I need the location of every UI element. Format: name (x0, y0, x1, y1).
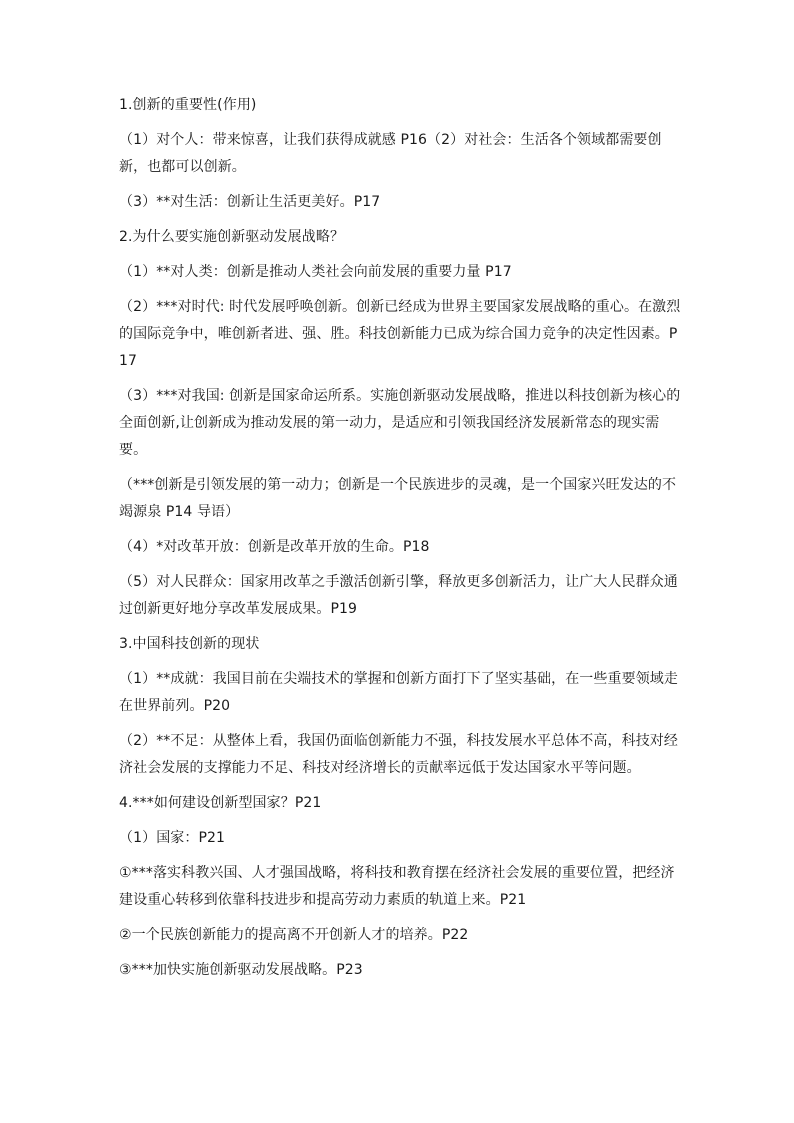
paragraph: （***创新是引领发展的第一动力；创新是一个民族进步的灵魂，是一个国家兴旺发达的不竭源泉 P14 导语） (119, 477, 677, 520)
section-heading-4: 4.***如何建设创新型国家？P21 (119, 795, 322, 811)
paragraph: （1）对个人：带来惊喜，让我们获得成就感 P16（2）对社会：生活各个领域都需要创新，也都可以创新。 (119, 132, 662, 175)
document-body (119, 92, 681, 992)
paragraph: （1）国家：P21 (119, 830, 226, 846)
paragraph: （4）*对改革开放：创新是改革开放的生命。P18 (119, 539, 430, 555)
section-heading-3: 3.中国科技创新的现状 (119, 636, 260, 652)
paragraph: ①***落实科教兴国、人才强国战略，将科技和教育摆在经济社会发展的重要位置，把经济建设重心转移到依靠科技进步和提高劳动力素质的轨道上来。P21 (119, 865, 675, 908)
paragraph: （2）**不足：从整体上看，我国仍面临创新能力不强，科技发展水平总体不高，科技对经济社会发展的支撑能力不足、科技对经济增长的贡献率远低于发达国家水平等问题。 (119, 733, 679, 776)
paragraph: （1）**成就：我国目前在尖端技术的掌握和创新方面打下了坚实基础，在一些重要领域走在世界前列。P20 (119, 671, 679, 714)
paragraph: （3）**对生活：创新让生活更美好。P17 (119, 194, 381, 210)
section-heading-2: 2.为什么要实施创新驱动发展战略？ (119, 229, 345, 245)
paragraph: ②一个民族创新能力的提高离不开创新人才的培养。P22 (119, 927, 469, 943)
paragraph: （1）**对人类：创新是推动人类社会向前发展的重要力量 P17 (119, 264, 512, 280)
paragraph: ③***加快实施创新驱动发展战略。P23 (119, 962, 363, 978)
paragraph: （2）***对时代: 时代发展呼唤创新。创新已经成为世界主要国家发展战略的重心。在激烈的国际竞争中，唯创新者进、强、胜。科技创新能力已成为综合国力竞争的决定性因素。P17 (119, 299, 681, 369)
paragraph: （3）***对我国: 创新是国家命运所系。实施创新驱动发展战略，推进以科技创新为核心的全面创新,让创新成为推动发展的第一动力，是适应和引领我国经济发展新常态的现实需要。 (119, 388, 681, 458)
paragraph: （5）对人民群众：国家用改革之手激活创新引擎，释放更多创新活力，让广大人民群众通过创新更好地分享改革发展成果。P19 (119, 574, 678, 617)
section-heading-1: 1.创新的重要性(作用) (119, 97, 257, 113)
